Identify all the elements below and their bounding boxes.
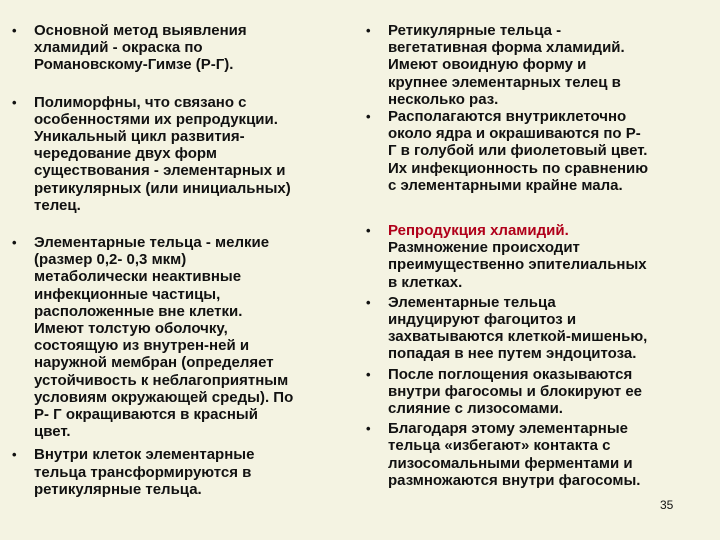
item-text: После поглощения оказываются внутри фагосомы и блокируют ее слияние с лизосомами. — [388, 365, 643, 418]
bullet-item — [362, 420, 714, 489]
bullet-item — [362, 22, 714, 108]
item-text: Размножение происходит преимущественно эпителиальных в клетках. — [388, 239, 647, 291]
bullet-icon: • — [366, 366, 371, 382]
item-title-red: Репродукция хламидий. — [388, 222, 569, 240]
bullet-item — [8, 446, 348, 498]
right-column — [362, 22, 714, 489]
left-column — [8, 22, 348, 518]
bullet-icon: • — [12, 447, 17, 463]
item-text: Основной метод выявления хламидий - окраска по Романовскому-Гимзе (Р-Г). — [34, 22, 247, 74]
bullet-icon: • — [366, 294, 371, 310]
item-text: Располагаются внутриклеточно около ядра и окрашиваются по Р- Г в голубой или фиолетовый цвет. Их инфекционность по сравнению с элементарными крайне мала. — [388, 108, 649, 194]
item-text: Благодаря этому элементарные тельца «избегают» контакта с лизосомальными ферментами и размножаются внутри фагосомы. — [388, 420, 641, 489]
bullet-item — [362, 366, 714, 418]
bullet-icon: • — [366, 23, 371, 38]
bullet-item-highlight — [362, 222, 714, 291]
bullet-icon: • — [366, 223, 371, 239]
page-number: 35 — [660, 498, 674, 512]
bullet-item — [362, 108, 714, 194]
item-text: Полиморфны, что связано с особенностями их репродукции. Уникальный цикл развития- чередование двух форм существования - элементарных и ретикулярных (или инициальных) телец. — [34, 93, 291, 214]
item-text: Элементарные тельца индуцируют фагоцитоз и захватываются клеткой-мишенью, попадая в нее путем эндоцитоза. — [388, 293, 648, 363]
bullet-icon: • — [12, 23, 17, 38]
item-text: Внутри клеток элементарные тельца трансформируются в ретикулярные тельца. — [34, 446, 255, 498]
bullet-icon: • — [366, 109, 371, 125]
item-text: Ретикулярные тельца - вегетативная форма хламидий. Имеют овоидную форму и крупнее элементарных телец в несколько раз. — [388, 22, 625, 108]
bullet-icon: • — [12, 235, 17, 251]
bullet-item — [362, 294, 714, 363]
bullet-item — [8, 22, 348, 74]
bullet-item — [8, 94, 348, 214]
bullet-icon: • — [12, 94, 17, 110]
bullet-item — [8, 234, 348, 440]
bullet-icon: • — [366, 421, 371, 437]
item-text: Элементарные тельца - мелкие (размер 0,2- 0,3 мкм) метаболически неактивные инфекционные частицы, расположенные вне клетки. Имеют толстую оболочку, состоящую из внутрен-ней и наружной мембран (определяет устойчивость к неблагоприятным условиям окружающей среды). По Р- Г окращиваются в красный цвет. — [34, 234, 294, 441]
